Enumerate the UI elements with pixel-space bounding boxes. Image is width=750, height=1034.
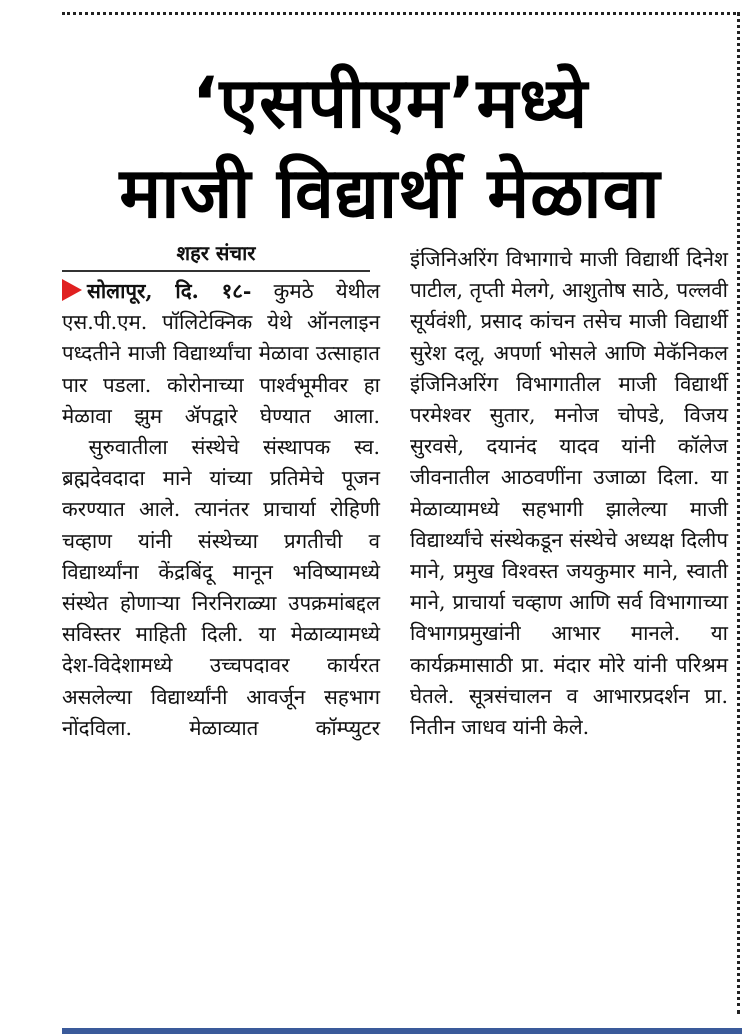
paragraph-1-text: कुमठे येथील एस.पी.एम. पॉलिटेक्निक येथे ऑनलाइन पध्दतीने माजी विद्यार्थ्यांचा मेळावा उत्साहात पार पडला. कोरोनाच्या पार्श्वभूमीवर हा मेळावा झुम ॲपद्वारे घेण्यात आला. [62, 279, 380, 428]
red-triangle-marker-icon [62, 279, 82, 301]
headline-line-2: माजी विद्यार्थी मेळावा [119, 152, 661, 234]
bottom-accent-bar [62, 1028, 742, 1034]
dateline: सोलापूर, दि. १८- [87, 279, 252, 303]
headline-line-1: ‘एसपीएम’मध्ये [191, 62, 589, 144]
article-paragraph-3: इंजिनिअरिंग विभागाचे माजी विद्यार्थी दिनेश पाटील, तृप्ती मेलगे, आशुतोष साठे, पल्लवी सूर्यवंशी, प्रसाद कांचन तसेच माजी विद्यार्थी सुरेश दलू, अपर्णा भोसले आणि मेकॅनिकल इंजिनिअरिंग विभागातील माजी विद्यार्थी परमेश्वर सुतार, मनोज चोपडे, विजय सुरवसे, दयानंद यादव यांनी कॉलेज जीवनातील आठवणींना उजाळा दिला. या मेळाव्यामध्ये सहभागी झालेल्या माजी विद्यार्थ्यांचे संस्थेकडून संस्थेचे अध्यक्ष दिलीप माने, प्रमुख विश्वस्त जयकुमार माने, स्वाती माने, प्राचार्या चव्हाण आणि सर्व विभागाच्या विभागप्रमुखांनी आभार मानले. या कार्यक्रमासाठी प्रा. मंदार मोरे यांनी परिश्रम घेतले. सूत्रसंचालन व आभारप्रदर्शन प्रा. नितीन जाधव यांनी केले. [410, 247, 728, 740]
top-dotted-border [62, 12, 736, 15]
article-column-1 [62, 276, 380, 744]
byline-rule [62, 270, 370, 272]
article-column-2 [410, 244, 728, 743]
article-paragraph-1 [62, 276, 380, 432]
article-paragraph-2: सुरुवातीला संस्थेचे संस्थापक स्व. ब्रह्मदेवदादा माने यांच्या प्रतिमेचे पूजन करण्यात आले. त्यानंतर प्राचार्या रोहिणी चव्हाण यांनी संस्थेच्या प्रगतीची व विद्यार्थ्यांना केंद्रबिंदू मानून भविष्यामध्ये संस्थेत होणाऱ्या निरनिराळ्या उपक्रमांबद्दल सविस्तर माहिती दिली. या मेळाव्यामध्ये देश-विदेशामध्ये उच्चपदावर कार्यरत असलेल्या विद्यार्थ्यांनी आवर्जून सहभाग नोंदविला. मेळाव्यात कॉम्प्युटर [62, 435, 380, 740]
byline: शहर संचार [176, 241, 256, 265]
